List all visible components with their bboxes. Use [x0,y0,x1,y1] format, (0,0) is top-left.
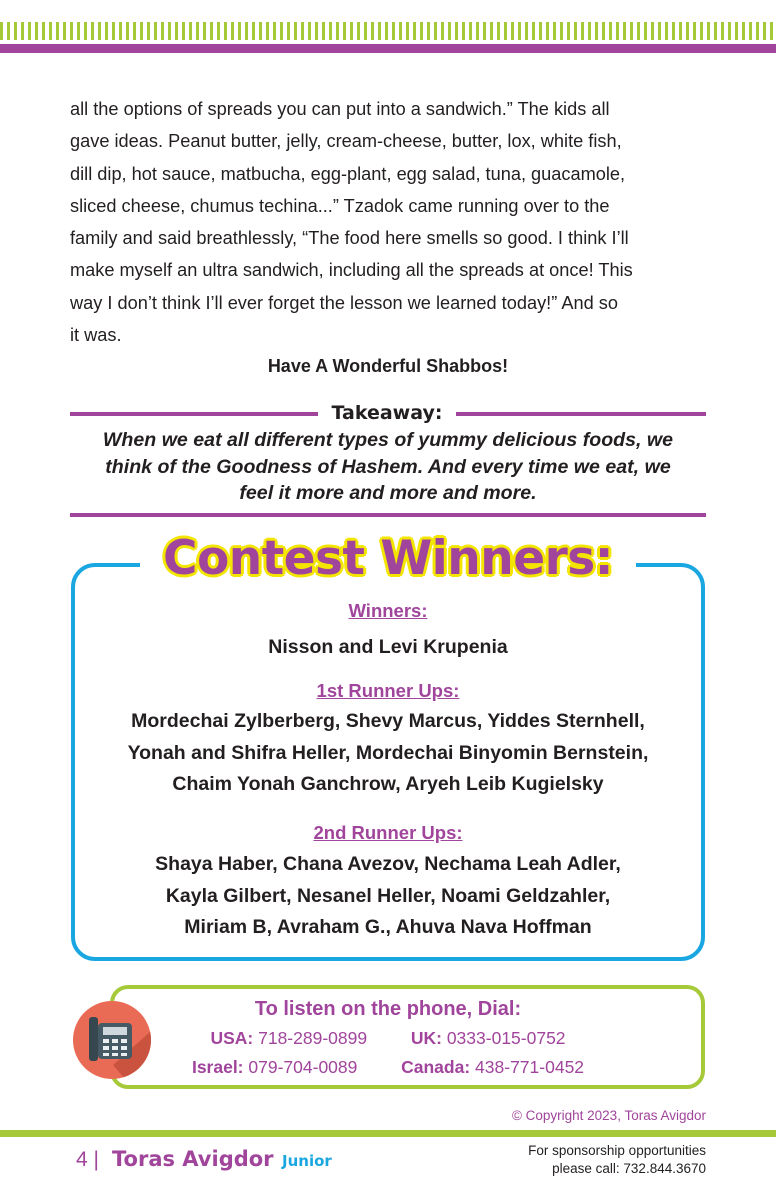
uk-number[interactable]: 0333-015-0752 [446,1028,566,1048]
usa-number[interactable]: 718-289-0899 [258,1028,368,1048]
footer-green-rule [0,1130,776,1137]
brand-logo-sub: Junior [282,1152,332,1170]
page-separator: | [93,1148,99,1171]
runner-up-line: Shaya Haber, Chana Avezov, Nechama Leah Adler, [155,853,621,875]
israel-number[interactable]: 079-704-0089 [248,1057,358,1077]
runner-up-line: Chaim Yonah Ganchrow, Aryeh Leib Kugielsky [172,773,604,795]
usa-label: USA: [210,1028,254,1048]
phone-row-2 [150,1054,626,1080]
runner-up-line: Yonah and Shifra Heller, Mordechai Binyomin Bernstein, [127,741,649,764]
brand-logo-main: Toras Avigdor [112,1147,274,1171]
first-runner-ups-heading: 1st Runner Ups: [316,680,460,701]
story-line: family and said breathlessly, “The food here smells so good. I think I’ll [70,228,629,249]
top-purple-rule [0,44,776,53]
winner-name: Nisson and Levi Krupenia [268,636,508,658]
sponsor-line: For sponsorship opportunities [528,1143,706,1158]
canada-number[interactable]: 438-771-0452 [475,1057,585,1077]
closing-greeting: Have A Wonderful Shabbos! [267,356,509,376]
uk-label: UK: [410,1028,442,1048]
phone-row-1 [150,1025,626,1051]
takeaway-rule-right [456,412,706,416]
takeaway-bottom-rule [70,513,706,517]
israel-label: Israel: [191,1057,244,1077]
page-number-value: 4 [76,1148,88,1171]
story-line: sliced cheese, chumus techina...” Tzadok came running over to the [70,195,610,216]
story-line: dill dip, hot sauce, matbucha, egg-plant, egg salad, tuna, guacamole, [70,163,626,184]
story-text [70,93,706,351]
second-runner-ups-list [71,849,705,944]
phone-title: To listen on the phone, Dial: [254,998,522,1020]
first-runner-ups-list [71,706,705,801]
page-number [76,1146,99,1174]
story-line: make myself an ultra sandwich, including all the spreads at once! This [70,260,633,281]
contest-title: Contest Winners: [140,526,636,596]
copyright-notice: © Copyright 2023, Toras Avigdor [511,1108,706,1123]
takeaway-title: Takeaway: [331,402,443,424]
winners-heading: Winners: [348,600,428,621]
story-line: it was. [70,325,122,346]
story-line: way I don’t think I’ll ever forget the lesson we learned today!” And so [70,292,618,313]
second-runner-ups-heading: 2nd Runner Ups: [313,822,463,843]
takeaway-line: feel it more and more and more. [239,482,537,504]
top-decorative-ticks [0,22,776,40]
takeaway-rule-left [70,412,318,416]
canada-label: Canada: [401,1057,471,1077]
takeaway-line: When we eat all different types of yummy delicious foods, we [102,429,674,451]
sponsor-phone[interactable]: please call: 732.844.3670 [552,1161,706,1176]
story-line: gave ideas. Peanut butter, jelly, cream-cheese, butter, lox, white fish, [70,131,622,152]
runner-up-line: Mordechai Zylberberg, Shevy Marcus, Yiddes Sternhell, [131,710,645,732]
takeaway-text [70,427,706,507]
telephone-icon [73,1001,151,1079]
sponsorship-info [460,1142,706,1178]
takeaway-line: think of the Goodness of Hashem. And every time we eat, we [105,455,671,478]
story-line: all the options of spreads you can put into a sandwich.” The kids all [70,99,610,119]
runner-up-line: Kayla Gilbert, Nesanel Heller, Noami Geldzahler, [165,884,611,907]
runner-up-line: Miriam B, Avraham G., Ahuva Nava Hoffman [184,916,592,938]
winners-list [71,632,705,664]
